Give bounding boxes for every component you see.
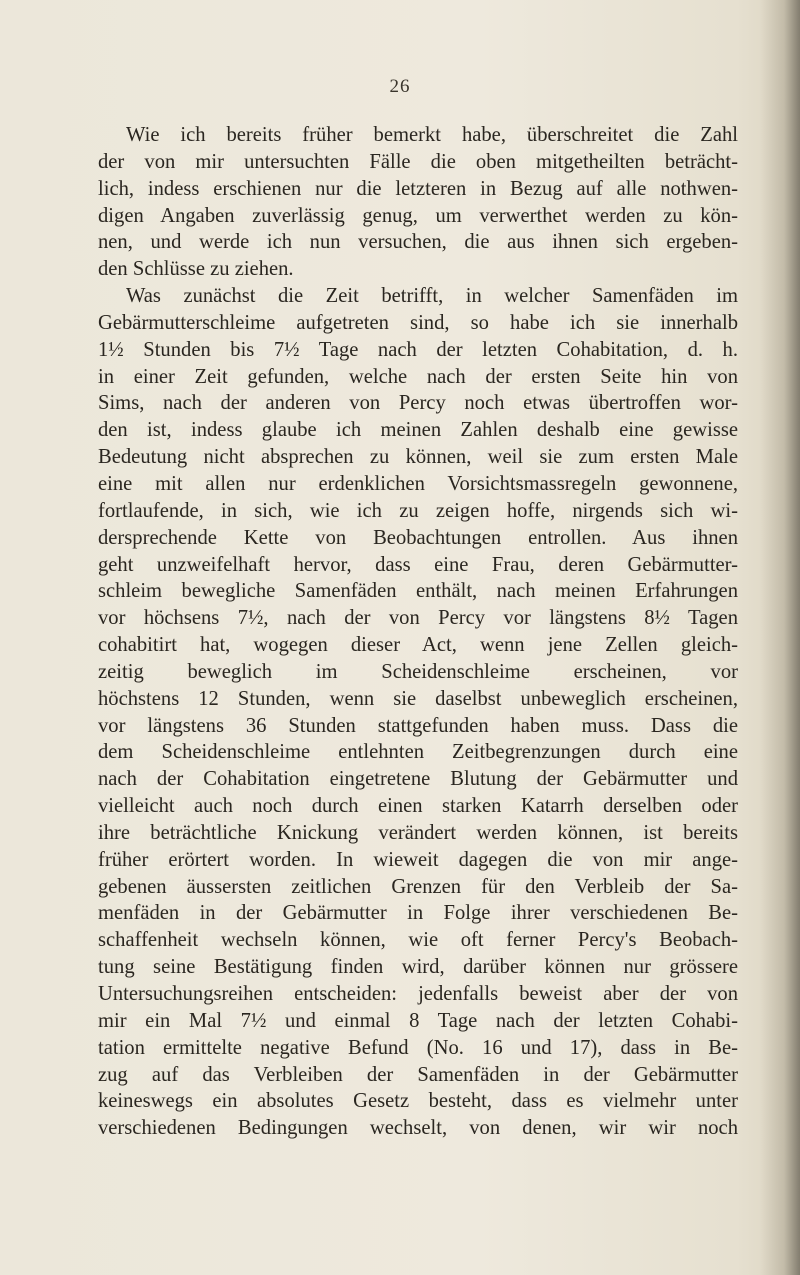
text-line: vor höchsens 7½, nach der von Percy vor längstens 8½ Tagen (98, 607, 738, 630)
text-line: Gebärmutterschleime aufgetreten sind, so habe ich sie innerhalb (98, 311, 738, 334)
text-line: in einer Zeit gefunden, welche nach der ersten Seite hin von (98, 365, 738, 388)
text-line: dem Scheidenschleime entlehnten Zeitbegrenzungen durch eine (98, 741, 738, 764)
text-line: keineswegs ein absolutes Gesetz besteht, dass es vielmehr unter (98, 1090, 738, 1113)
text-line: 1½ Stunden bis 7½ Tage nach der letzten Cohabitation, d. h. (98, 338, 738, 361)
text-line: gebenen äussersten zeitlichen Grenzen für den Verbleib der Sa- (98, 875, 738, 898)
text-line: früher erörtert worden. In wieweit dagegen die von mir ange- (98, 848, 738, 871)
text-line: menfäden in der Gebärmutter in Folge ihrer verschiedenen Be- (98, 902, 738, 925)
text-line: Bedeutung nicht absprechen zu können, weil sie zum ersten Male (98, 446, 738, 469)
text-line: ihre beträchtliche Knickung verändert werden können, ist bereits (98, 821, 738, 844)
text-line: zeitig beweglich im Scheidenschleime erscheinen, vor (98, 660, 738, 683)
text-line: Wie ich bereits früher bemerkt habe, überschreitet die Zahl (126, 124, 738, 146)
text-line: tung seine Bestätigung finden wird, darüber können nur grössere (98, 956, 738, 979)
text-line: schleim bewegliche Samenfäden enthält, nach meinen Erfahrungen (98, 580, 738, 603)
text-line: dersprechende Kette von Beobachtungen entrollen. Aus ihnen (98, 526, 738, 549)
text-line: der von mir untersuchten Fälle die oben mitgetheilten beträcht- (98, 150, 738, 173)
text-line: geht unzweifelhaft hervor, dass eine Frau, deren Gebärmutter- (98, 553, 738, 576)
body-text (98, 122, 738, 1142)
page-edge-shadow (760, 0, 800, 1275)
text-line: tation ermittelte negative Befund (No. 16 und 17), dass in Be- (98, 1036, 738, 1059)
text-line: Was zunächst die Zeit betrifft, in welcher Samenfäden im (126, 285, 738, 308)
text-line: cohabitirt hat, wogegen dieser Act, wenn jene Zellen gleich- (98, 634, 738, 657)
text-line: fortlaufende, in sich, wie ich zu zeigen hoffe, nirgends sich wi- (98, 499, 738, 522)
text-line: zug auf das Verbleiben der Samenfäden in der Gebärmutter (98, 1063, 738, 1086)
text-line: Sims, nach der anderen von Percy noch etwas übertroffen wor- (98, 392, 738, 415)
text-line: den Schlüsse zu ziehen. (98, 258, 294, 281)
text-line: nen, und werde ich nun versuchen, die aus ihnen sich ergeben- (98, 231, 738, 254)
text-line: vielleicht auch noch durch einen starken Katarrh derselben oder (98, 795, 738, 818)
text-line: nach der Cohabitation eingetretene Blutung der Gebärmutter und (98, 768, 738, 791)
text-line: vor längstens 36 Stunden stattgefunden haben muss. Dass die (98, 714, 738, 737)
text-line: lich, indess erschienen nur die letzteren in Bezug auf alle nothwen- (98, 177, 738, 200)
text-line: Untersuchungsreihen entscheiden: jedenfalls beweist aber der von (98, 983, 738, 1005)
text-line: digen Angaben zuverlässig genug, um verwerthet werden zu kön- (98, 204, 738, 227)
text-line: höchstens 12 Stunden, wenn sie daselbst unbeweglich erscheinen, (98, 687, 738, 710)
text-line: den ist, indess glaube ich meinen Zahlen deshalb eine gewisse (98, 419, 738, 442)
text-line: schaffenheit wechseln können, wie oft ferner Percy's Beobach- (98, 929, 738, 952)
text-line: verschiedenen Bedingungen wechselt, von denen, wir wir noch (98, 1117, 738, 1140)
text-line: mir ein Mal 7½ und einmal 8 Tage nach der letzten Cohabi- (98, 1009, 738, 1032)
page-number: 26 (389, 76, 411, 97)
text-line: eine mit allen nur erdenklichen Vorsichtsmassregeln gewonnene, (98, 472, 738, 495)
